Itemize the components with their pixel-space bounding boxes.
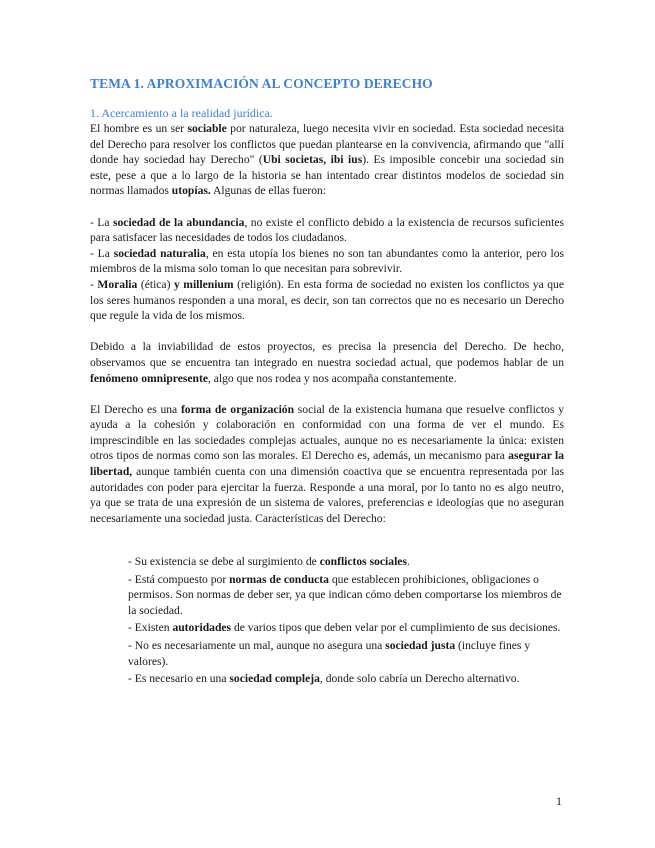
list-item [128, 671, 564, 687]
text-run: por naturaleza, luego necesita vivir en sociedad. Esta sociedad necesita del Derecho para resolver los conflictos que puedan plantearse en la convivencia, afirmando que "allí donde hay sociedad hay Derecho" ( [90, 122, 564, 167]
paragraph-omnipresente [90, 339, 564, 386]
document-body [90, 121, 564, 542]
bold-term: sociedad justa [385, 638, 456, 652]
text-run: de varios tipos que deben velar por el cumplimiento de sus decisiones. [231, 621, 561, 635]
text-run: Debido a la inviabilidad de estos proyectos, es precisa la presencia del Derecho. De hecho, observamos que se encuentra tan integrado en nuestra sociedad actual, que podemos hablar de un [90, 340, 564, 369]
bold-term: y millenium [173, 277, 234, 291]
text-run: - Es necesario en una [128, 672, 230, 686]
bold-term: Moralia [97, 277, 138, 291]
text-run: El hombre es un ser [90, 122, 188, 135]
bold-term: forma de organización [180, 402, 295, 416]
text-run: , algo que nos rodea y nos acompaña constantemente. [207, 371, 457, 385]
utopia-item [90, 277, 564, 324]
utopia-item [90, 246, 564, 277]
characteristics-list [90, 554, 564, 689]
text-run: aunque también cuenta con una dimensión coactiva que se encuentra representada por las autoridades con poder para ejercitar la fuerza. Responde a una moral, por lo tanto no es algo neutro, ya que se trata de una expresión de un sistema de valores, preferencias e ideologías que no aseguran necesariamente una sociedad justa. Características del Derecho: [90, 465, 564, 525]
bold-term: Ubi societas, ibi ius [262, 153, 363, 167]
bold-term: normas de conducta [229, 572, 329, 586]
section-heading: 1. Acercamiento a la realidad jurídica. [90, 106, 273, 120]
bold-term: sociedad naturalia [113, 246, 206, 260]
list-item [128, 638, 564, 669]
text-run: (religión). En esta forma de sociedad no existen los conflictos ya que los seres humanos responden a una moral, es decir, son tan correctos que no es necesario un Derecho que regule la vida de los mismos. [90, 277, 564, 323]
list-item [128, 620, 564, 636]
text-run: El Derecho es una [90, 402, 181, 416]
text-run: Algunas de ellas fueron: [210, 184, 327, 198]
text-run: - [90, 277, 98, 291]
bold-term: utopías. [171, 184, 211, 198]
bold-term: fenómeno omnipresente [90, 371, 208, 385]
text-run: - Está compuesto por [128, 572, 230, 586]
text-run: que establecen prohibiciones, obligaciones o permisos. Son normas de deber ser, ya que indican cómo deben comportarse los miembros de la sociedad. [128, 572, 562, 617]
utopia-item [90, 215, 564, 246]
text-run: (incluye fines y valores). [128, 638, 531, 668]
text-run: (ética) [137, 277, 174, 291]
text-run: - Existen [128, 621, 173, 635]
text-run: - No es necesariamente un mal, aunque no asegura una [128, 638, 386, 652]
page-title: TEMA 1. APROXIMACIÓN AL CONCEPTO DERECHO [90, 76, 433, 91]
bold-term: sociedad compleja [229, 672, 320, 686]
text-run: - La [90, 246, 114, 260]
intro-paragraph [90, 121, 564, 199]
bold-term: sociable [187, 122, 227, 135]
bold-term: asegurar la libertad, [90, 449, 564, 479]
page-number: 1 [556, 794, 562, 808]
text-run: - Su existencia se debe al surgimiento de [128, 555, 320, 568]
text-run: - La [90, 215, 113, 229]
text-run: ). Es imposible concebir una sociedad sin este, pese a que a lo largo de la historia se han intentado crear distintos modelos de sociedad sin normas llamados [90, 153, 565, 198]
text-run: . [406, 555, 410, 568]
bold-term: sociedad de la abundancia [112, 215, 245, 229]
text-run: , no existe el conflicto debido a la existencia de recursos suficientes para satisfacer las necesidades de todos los ciudadanos. [90, 215, 564, 245]
text-run: , en esta utopía los bienes no son tan abundantes como la anterior, pero los miembros de la misma solo toman lo que necesitan para sobrevivir. [90, 246, 565, 276]
text-run: social de la existencia humana que resuelve conflictos y ayuda a la cohesión y colaboración en conformidad con una forma de ver el mundo. Es imprescindible en las sociedades complejas actuales, aunque no es necesariamente la única: existen otros tipos de normas como son las morales. El Derecho es, además, un mecanismo para [90, 402, 565, 463]
list-item [128, 554, 564, 570]
bold-term: conflictos sociales [319, 555, 407, 568]
list-item [128, 572, 564, 619]
text-run: , donde solo cabría un Derecho alternativo. [319, 672, 520, 686]
bold-term: autoridades [172, 621, 232, 635]
paragraph-derecho [90, 402, 564, 527]
